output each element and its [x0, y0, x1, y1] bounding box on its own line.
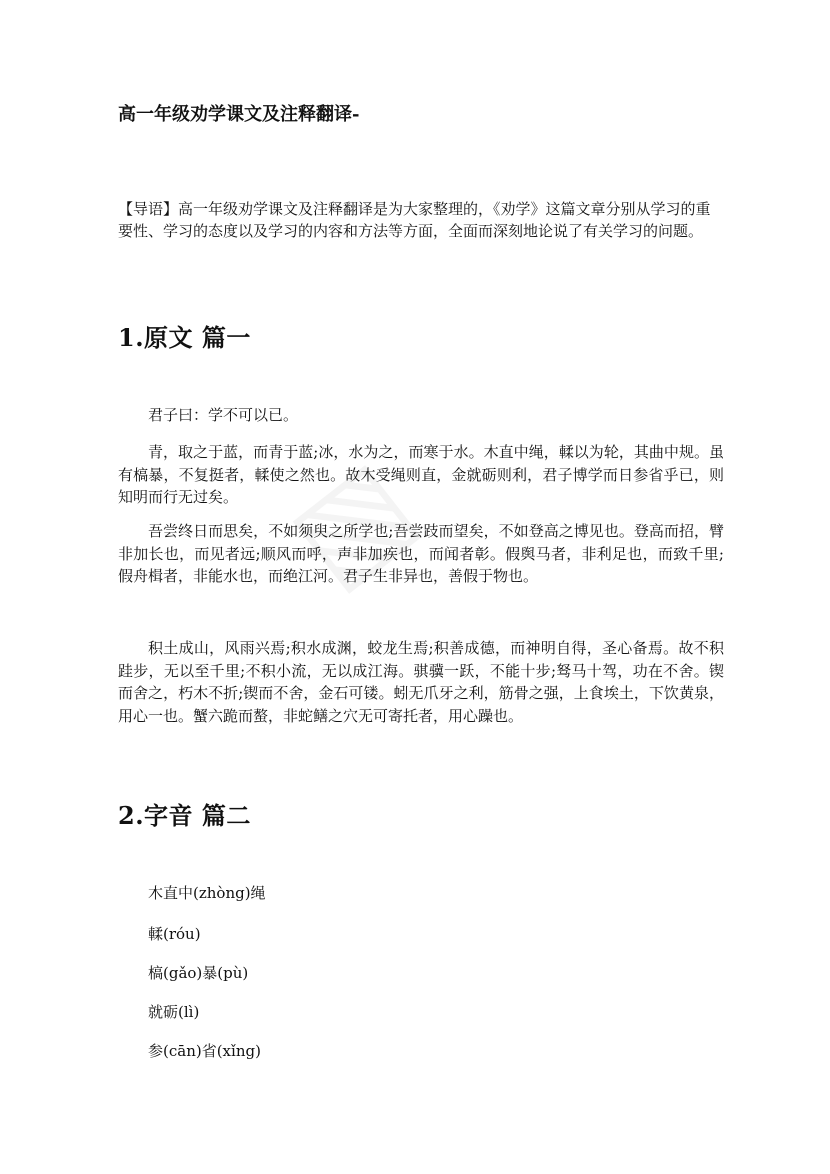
body-paragraph: 青，取之于蓝，而青于蓝;冰，水为之，而寒于水。木直中绳，輮以为轮，其曲中规。虽有槁暴，不复挺者，輮使之然也。故木受绳则直，金就砺则利，君子博学而日参省乎已，则知明而行无过矣。: [118, 443, 724, 506]
intro-paragraph: 【导语】高一年级劝学课文及注释翻译是为大家整理的，《劝学》这篇文章分别从学习的重要性、学习的态度以及学习的内容和方法等方面，全面而深刻地论说了有关学习的问题。: [118, 200, 711, 240]
pronunciation-item: 木直中(zhòng)绳: [148, 884, 266, 902]
section-heading-pronunciation: 2.字音 篇二: [118, 801, 251, 830]
body-paragraph: 吾尝终日而思矣，不如须臾之所学也;吾尝跂而望矣，不如登高之博见也。登高而招，臂非加长也，而见者远;顺风而呼，声非加疾也，而闻者彰。假舆马者，非利足也，而致千里;假舟楫者，非能水也，而绝江河。君子生非异也，善假于物也。: [118, 522, 724, 585]
pronunciation-item: 参(cān)省(xǐng): [148, 1042, 261, 1060]
pronunciation-item: 輮(róu): [148, 925, 201, 943]
body-paragraph: 君子曰：学不可以已。: [148, 406, 299, 424]
document-title: 高一年级劝学课文及注释翻译-: [118, 104, 360, 125]
pronunciation-item: 槁(gǎo)暴(pù): [148, 964, 249, 982]
section-heading-original-text: 1.原文 篇一: [118, 323, 251, 352]
body-paragraph: 积土成山，风雨兴焉;积水成渊，蛟龙生焉;积善成德，而神明自得，圣心备焉。故不积跬步，无以至千里;不积小流，无以成江海。骐骥一跃，不能十步;驽马十驾，功在不舍。锲而舍之，朽木不折;锲而不舍，金石可镂。蚓无爪牙之利，筋骨之强，上食埃土，下饮黄泉，用心一也。蟹六跪而螯，非蛇鳝之穴无可寄托者，用心躁也。: [118, 639, 724, 725]
pronunciation-item: 就砺(lì): [148, 1003, 200, 1021]
